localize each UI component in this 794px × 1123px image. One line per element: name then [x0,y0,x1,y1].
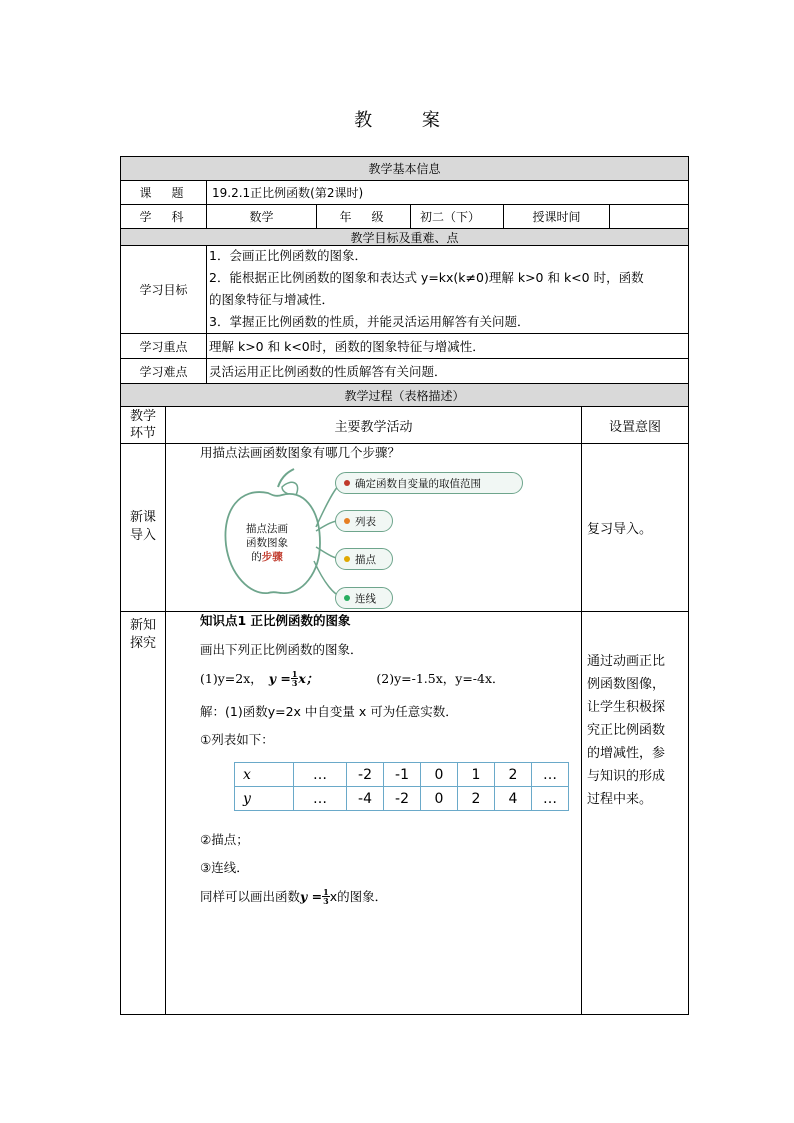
intro-intent: 复习导入。 [587,522,653,537]
explore-intent [587,650,685,811]
mind-node-label: 列表 [355,515,376,528]
item1-b-suffix: x； [298,671,319,686]
goal-line: 3．掌握正比例函数的性质，并能灵活运用解答有关问题． [209,314,530,329]
similar-prefix: 同样可以画出函数 [200,889,301,904]
step3-text: ③连线． [200,860,249,875]
bullet-icon [344,518,350,524]
item2-text: (2)y=-1.5x，y=-4x． [376,671,505,686]
mind-node-step-2 [335,510,393,532]
table-row [235,787,569,811]
x-label: x [235,763,294,787]
goal-line: 的图象特征与增减性． [209,292,335,307]
table-cell: 0 [421,763,458,787]
mind-node-label: 描点 [355,553,376,566]
fraction-numerator: 1 [323,886,329,897]
time-label: 授课时间 [532,210,581,224]
intro-question: 用描点法画函数图象有哪几个步骤？ [200,445,401,460]
value-table [234,762,569,811]
intent-column-header: 设置意图 [608,419,661,435]
key-value: 理解 k>0 和 k<0时，函数的图象特征与增减性． [209,339,485,354]
goals-header: 教学目标及重难、点 [350,230,459,245]
table-cell: … [532,763,569,787]
intent-line: 与知识的形成 [587,769,666,784]
intent-line: 的增减性，参 [587,746,666,761]
knowledge-point-title: 知识点1 正比例函数的图象 [200,613,351,628]
instruction-text: 画出下列正比例函数的图象． [200,642,363,657]
goal-line: 2．能根据正比例函数的图象和表达式 y=kx(k≠0)理解 k>0 和 k<0 时，函数 [209,270,644,285]
time-value [612,205,686,228]
apple-line: 函数图象 [246,537,288,549]
key-label: 学习重点 [139,339,188,354]
activity-column-header: 主要教学活动 [334,419,413,435]
intent-line: 通过动画正比 [587,654,666,669]
table-cell: -4 [347,787,384,811]
similar-y: y = [300,888,323,904]
fraction [322,888,330,905]
table-cell: -2 [384,787,421,811]
table-cell: … [294,787,347,811]
table-cell: -2 [347,763,384,787]
bullet-icon [344,556,350,562]
item1-text: (1)y=2x， [200,671,263,686]
subject-label: 学 科 [139,210,188,224]
fraction-numerator: 1 [291,668,298,679]
table-cell: … [532,787,569,811]
step2-text: ②描点； [200,832,249,847]
table-cell: 2 [458,787,495,811]
table-cell: 1 [458,763,495,787]
goal-label: 学习目标 [139,283,188,297]
explore-stage [121,617,165,653]
table-cell: 2 [495,763,532,787]
process-header: 教学过程（表格描述） [344,388,465,403]
function-list [200,666,505,690]
document-title: 教 案 [354,110,462,131]
table-cell: … [294,763,347,787]
table-cell: -1 [384,763,421,787]
mind-node-label: 确定函数自变量的取值范围 [355,477,481,490]
intent-line: 究正比例函数 [587,723,666,738]
mind-node-step-4 [335,587,393,609]
apple-line: 的 [251,551,262,563]
table-cell: 4 [495,787,532,811]
grade-label: 年 级 [339,210,388,224]
y-label: y [235,787,294,811]
difficulty-label: 学习难点 [139,364,188,379]
difficulty-value: 灵活运用正比例函数的性质解答有关问题． [209,364,447,379]
grade-value: 初二（下） [420,210,481,224]
mind-node-step-1 [335,472,523,494]
table-cell: 0 [421,787,458,811]
solution-text: 解：(1)函数y=2x 中自变量 x 可为任意实数． [200,704,458,719]
intro-stage-text: 新课导入 [129,510,156,543]
intent-line: 过程中来。 [587,792,653,807]
subject-value: 数学 [249,210,274,224]
apple-emphasis: 步骤 [261,551,283,563]
intent-line: 例函数图像， [587,677,666,692]
intro-stage [121,509,165,545]
item1-b-prefix: y = [268,670,291,686]
basic-info-header: 教学基本信息 [368,162,441,176]
goal-line: 1．会画正比例函数的图象． [209,248,367,263]
bullet-icon [344,595,350,601]
fraction-denominator: 3 [323,895,329,906]
topic-value: 19.2.1正比例函数(第2课时) [212,186,364,200]
goal-list [209,245,681,333]
step1-text: ①列表如下： [200,732,274,747]
mind-node-label: 连线 [355,592,376,605]
intent-line: 让学生积极探 [587,700,666,715]
fraction-denominator: 3 [291,677,298,688]
stage-column-header [121,407,165,443]
bullet-icon [344,480,350,486]
similar-text [200,884,387,908]
apple-text [224,522,310,564]
explore-stage-text: 新知探究 [129,618,156,651]
apple-line: 描点法画 [246,523,288,535]
similar-suffix: x的图象． [329,889,388,904]
table-row [235,763,569,787]
stage-header-text: 教学环节 [129,409,156,441]
topic-label: 课 题 [139,186,188,200]
mind-node-step-3 [335,548,393,570]
